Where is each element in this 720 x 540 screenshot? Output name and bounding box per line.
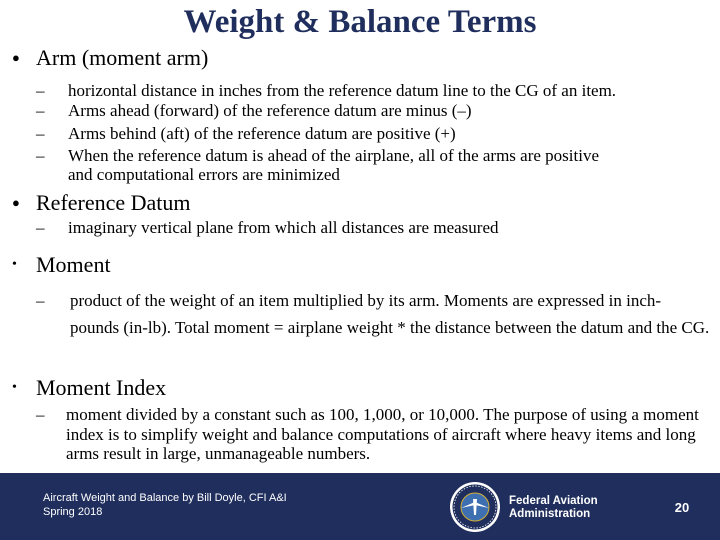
dash: – (36, 146, 45, 165)
bullet-dot: ● (12, 50, 20, 65)
dash: – (36, 81, 45, 100)
bullet-dot: ● (12, 195, 20, 210)
heading-reference-datum: Reference Datum (36, 190, 191, 215)
footer-credit: Aircraft Weight and Balance by Bill Doyle, CFI A&I Spring 2018 (43, 492, 287, 518)
heading-moment: Moment (36, 252, 111, 277)
faa-seal-icon (449, 481, 501, 533)
slide-title: Weight & Balance Terms (183, 4, 537, 40)
bullet-dot: • (12, 257, 17, 272)
dash: – (36, 405, 45, 424)
heading-arm: Arm (moment arm) (36, 45, 209, 70)
bullet-dot: • (12, 380, 17, 395)
dash: – (36, 291, 45, 310)
dash: – (36, 218, 45, 237)
heading-moment-index: Moment Index (36, 375, 167, 400)
dash: – (36, 124, 45, 143)
page-number: 20 (674, 500, 690, 515)
dash: – (36, 101, 45, 120)
faa-wordmark: Federal Aviation Administration (509, 495, 598, 520)
footer-bar (0, 473, 720, 540)
